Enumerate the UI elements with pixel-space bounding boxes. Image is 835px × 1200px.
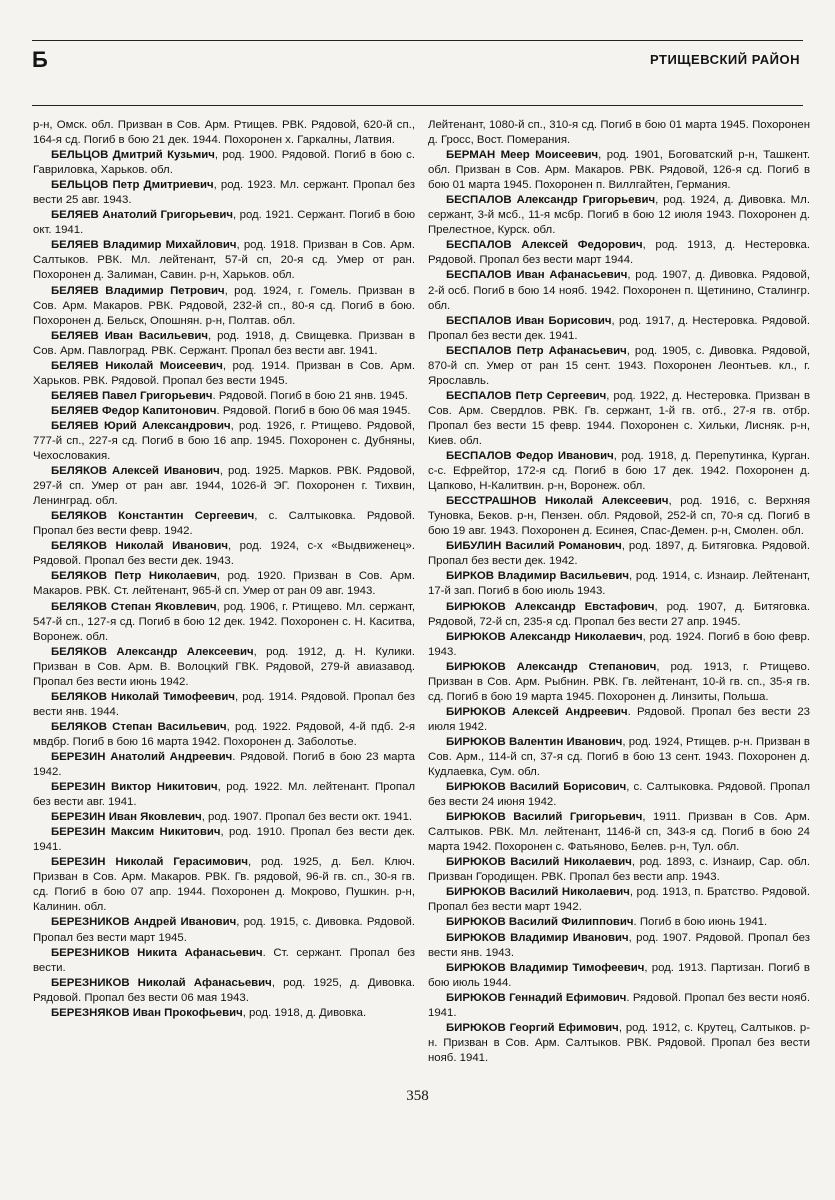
entry <box>428 193 810 238</box>
entry <box>33 855 415 915</box>
entry-text: , род. 1893, с. Изнаир, Сар. обл. Призван Городищен. РВК. Пропал без вести апр. 1943. <box>428 856 810 884</box>
entry-text: , род. 1924, с-х «Выдвиженец». Рядовой. Пропал без вести дек. 1943. <box>33 540 415 568</box>
entry-text: , род. 1914. Рядовой. Пропал без вести янв. 1944. <box>33 690 415 718</box>
top-rule <box>32 40 803 41</box>
entry-name: БИРЮКОВ Георгий Ефимович <box>446 1021 619 1034</box>
entry-text: . Рядовой. Пропал без вести нояб. 1941. <box>428 991 810 1019</box>
entry-text: , с. Салтыковка. Рядовой. Пропал без вести февр. 1942. <box>33 510 415 538</box>
entry <box>428 344 810 389</box>
entry-text: , род. 1923. Мл. сержант. Пропал без вести 25 авг. 1943. <box>33 179 415 207</box>
entry-text: , род. 1925, д. Дивовка. Рядовой. Пропал без вести 06 мая 1943. <box>33 976 415 1004</box>
header-region-title: РТИЩЕВСКИЙ РАЙОН <box>650 52 800 67</box>
entry-name: БЕЛЯКОВ Алексей Иванович <box>51 465 220 478</box>
entry <box>428 885 810 915</box>
entry-text: . Рядовой. Погиб в бою 06 мая 1945. <box>216 404 411 417</box>
entry <box>428 569 810 599</box>
entry-name: БЕЛЯКОВ Николай Тимофеевич <box>51 690 235 703</box>
entry-text: . Ст. сержант. Пропал без вести. <box>33 946 416 974</box>
entry <box>33 359 415 389</box>
entry-text: . Погиб в бою июнь 1941. <box>633 916 768 929</box>
entry-text: , род. 1914. Призван в Сов. Арм. Харьков. РВК. Рядовой. Пропал без вести 1945. <box>33 359 415 387</box>
entry-text: , род. 1915, с. Дивовка. Рядовой. Пропал без вести март 1945. <box>33 916 415 944</box>
entry <box>33 284 415 329</box>
entry-text: , род. 1918. Призван в Сов. Арм. Салтыков. РВК. Мл. лейтенант, 57-й сп, 20-я сд. Умер от ран. Похоронен д. Залиман, Савин. р-н, Харьков. обл. <box>33 239 415 282</box>
entry-text: , род. 1924. Погиб в бою февр. 1943. <box>428 630 810 658</box>
entry <box>33 208 415 238</box>
entry-name: БИРЮКОВ Александр Николаевич <box>446 630 643 643</box>
entry-name: БИРЮКОВ Василий Филиппович <box>446 916 634 929</box>
entry-text: . Рядовой. Погиб в бою 23 марта 1942. <box>33 750 415 779</box>
page-number: 358 <box>406 1088 429 1104</box>
entry-text: , род. 1906, г. Ртищево. Мл. сержант, 547-й сп., 127-я сд. Погиб в бою 12 дек. 1942. Похоронен с. Н. Каситва, Воронеж. обл. <box>33 600 415 643</box>
entry-text: , род. 1925. Марков. РВК. Рядовой, 297-й сп. Умер от ран авг. 1944, 1026-й ЭГ. Похоронен г. Тихвин, Ленинград. обл. <box>33 465 416 508</box>
entry-name: БЕЛЯЕВ Анатолий Григорьевич <box>51 209 233 222</box>
entry-text: , род. 1910. Пропал без вести дек. 1941. <box>33 826 415 854</box>
entry <box>428 118 810 148</box>
entry-name: БЕРМАН Меер Моисеевич <box>446 149 599 162</box>
header-letter: Б <box>32 47 48 72</box>
entry-name: БЕРЕЗНИКОВ Андрей Иванович <box>51 916 237 929</box>
entry <box>428 931 810 961</box>
entry <box>428 238 810 268</box>
entry-name: БИБУЛИН Василий Романович <box>446 540 622 553</box>
entry <box>428 268 810 313</box>
entry-text: , род. 1913, п. Братство. Рядовой. Пропал без вести март 1942. <box>428 886 811 914</box>
entry-text: , род. 1920. Призван в Сов. Арм. Макаров. РВК. Ст. лейтенант, 965-й сп. Умер от ран 09 авг. 1943. <box>33 570 415 598</box>
entry-name: БИРЮКОВ Валентин Иванович <box>446 735 623 748</box>
entry-text: , род. 1907. Пропал без вести окт. 1941. <box>201 811 413 824</box>
entry-text: , род. 1912, д. Н. Кулики. Призван в Сов. Арм. В. Волоцкий ГВК. Рядовой, 279-й авиазавод. Пропал без вести июнь 1942. <box>33 645 415 688</box>
entry <box>33 810 415 825</box>
entry-text: Лейтенант, 1080-й сп., 310-я сд. Погиб в бою 01 марта 1945. Похоронен д. Гросс, Вост. Померания. <box>428 119 810 147</box>
entry-name: БЕРЕЗИН Иван Яковлевич <box>51 811 202 824</box>
entry-text: , род. 1922. Мл. лейтенант. Пропал без вести авг. 1941. <box>33 781 415 809</box>
entry-name: БЕСПАЛОВ Иван Борисович <box>446 314 612 327</box>
entry-name: БЕРЕЗИН Анатолий Андреевич <box>51 750 233 763</box>
entry-name: БЕЛЯЕВ Владимир Петрович <box>51 284 225 297</box>
entry-name: БИРЮКОВ Владимир Иванович <box>446 931 629 944</box>
entry-text: , род. 1918, д. Дивовка. <box>242 1006 367 1019</box>
entry <box>33 976 415 1006</box>
entry <box>33 600 415 645</box>
entry <box>428 991 810 1021</box>
entry <box>33 690 415 720</box>
entry-name: БЕЛЯЕВ Юрий Александрович <box>51 419 231 432</box>
entry-name: БЕСПАЛОВ Петр Сергеевич <box>446 389 607 402</box>
left-column <box>33 118 415 1021</box>
entry <box>33 118 415 148</box>
entry-text: , род. 1907, д. Битяговка. Рядовой, 72-й сп, 235-я сд. Пропал без вести 27 апр. 1945. <box>428 600 810 628</box>
entry-name: БИРЮКОВ Василий Николаевич <box>446 886 630 899</box>
entry <box>33 238 415 283</box>
entry-name: БЕСПАЛОВ Петр Афанасьевич <box>446 344 627 357</box>
entry-name: БЕЛЯКОВ Александр Алексеевич <box>51 645 254 658</box>
entry <box>428 855 810 885</box>
entry <box>428 780 810 810</box>
entry <box>428 660 810 705</box>
entry-name: БЕЛЯЕВ Федор Капитонович <box>51 404 217 417</box>
entry-text: , род. 1900. Рядовой. Погиб в бою с. Гавриловка, Харьков. обл. <box>33 149 415 177</box>
entry <box>33 419 415 464</box>
entry <box>33 178 415 208</box>
entry <box>33 389 415 404</box>
entry-name: БЕРЕЗНИКОВ Никита Афанасьевич <box>51 946 263 959</box>
entry <box>428 539 810 569</box>
entry-text: , род. 1924, д. Дивовка. Мл. сержант, 3-й мсб., 11-я мсбр. Погиб в бою 12 июля 1943. Похоронен д. Прелестное, Курск. обл. <box>428 194 810 237</box>
entry-name: БЕСПАЛОВ Алексей Федорович <box>446 239 643 252</box>
entry <box>428 630 810 660</box>
entry-name: БЕЛЬЦОВ Дмитрий Кузьмич <box>51 149 215 162</box>
entry-text: , род. 1905, с. Дивовка. Рядовой, 870-й сп. Умер от ран 15 сент. 1943. Похоронен Леонтьев. кл., г. Ярославль. <box>428 344 811 387</box>
entry <box>33 780 415 810</box>
entry <box>33 1006 415 1021</box>
entry-text: , род. 1926, г. Ртищево. Рядовой, 777-й сп., 227-я сд. Погиб в бою 16 апр. 1945. Похоронен с. Дубняны, Чехословакия. <box>33 419 416 463</box>
entry-text: , род. 1913, д. Нестеровка. Рядовой. Пропал без вести март 1944. <box>428 239 810 267</box>
entry <box>428 600 810 630</box>
entry <box>33 539 415 569</box>
entry-text: р-н, Омск. обл. Призван в Сов. Арм. Ртищев. РВК. Рядовой, 620-й сп., 164-я сд. Погиб в бою 21 дек. 1944. Похоронен х. Гаркалны, Латвия. <box>33 119 415 147</box>
entry-name: БЕСПАЛОВ Федор Иванович <box>446 450 614 463</box>
entry-text: , 1911. Призван в Сов. Арм. Салтыков. РВК. Мл. лейтенант, 1146-й сп, 343-я сд. Погиб в бою 24 марта 1942. Похоронен с. Фатьяново, Белев. р-н, Тул. обл. <box>428 811 810 854</box>
entry <box>428 314 810 344</box>
entry <box>33 645 415 690</box>
entry-name: БЕРЕЗНИКОВ Николай Афанасьевич <box>51 976 272 989</box>
entry-name: БЕЛЯКОВ Петр Николаевич <box>51 570 217 583</box>
entry-name: БИРЮКОВ Александр Евстафович <box>446 600 655 613</box>
entry <box>428 494 810 539</box>
entry-text: , род. 1924, Ртищев. р-н. Призван в Сов. Арм., 114-й сп, 37-я сд. Погиб в бою 13 сент. 1943. Похоронен д. Кудлаевка, Сум. обл. <box>428 735 810 779</box>
entry-name: БЕРЕЗИН Виктор Никитович <box>51 781 218 794</box>
entry-name: БЕЛЯКОВ Николай Иванович <box>51 540 228 553</box>
entry-text: , род. 1914, с. Изнаир. Лейтенант, 17-й зап. Погиб в бою июль 1943. <box>428 570 810 598</box>
header-rule <box>32 105 803 106</box>
entry-text: , род. 1916, с. Верхняя Туновка, Беков. р-н, Пензен. обл. Рядовой, 252-й сп, 70-я сд. Погиб в бою 19 авг. 1943. Похоронен д. Есинея, Спас-Демен. р-н, Смолен. обл. <box>428 495 810 538</box>
entry-text: , род. 1924, г. Гомель. Призван в Сов. Арм. Макаров. РВК. Рядовой, 232-й сп., 80-я сд. Погиб в бою. Похоронен д. Бельск, Опошнян. р-н, Полтав. обл. <box>33 284 415 327</box>
entry <box>33 750 415 780</box>
entry-name: БЕРЕЗИН Максим Никитович <box>51 826 221 839</box>
entry <box>33 915 415 945</box>
entry-name: БИРЮКОВ Василий Николаевич <box>446 856 632 869</box>
entry <box>428 810 810 855</box>
entry-name: БИРЮКОВ Владимир Тимофеевич <box>446 961 645 974</box>
entry-name: БИРЮКОВ Александр Степанович <box>446 660 657 673</box>
entry-text: . Рядовой. Пропал без вести 23 июля 1942. <box>428 705 810 733</box>
entry <box>33 569 415 599</box>
entry <box>428 389 810 449</box>
entry <box>33 148 415 178</box>
entry-name: БЕЛЯЕВ Иван Васильевич <box>51 329 208 342</box>
entry <box>428 961 810 991</box>
entry-text: , с. Салтыковка. Рядовой. Пропал без вести 24 июня 1942. <box>428 781 810 809</box>
entry <box>428 735 810 780</box>
entry-name: БЕЛЯЕВ Павел Григорьевич <box>51 389 213 402</box>
entry-text: , род. 1913, г. Ртищево. Призван в Сов. Арм. Рыбнин. РВК. Гв. лейтенант, 10-й гв. сп., 35-я гв. сд. Погиб в бою 19 марта 1945. Похоронен д. Линзиты, Польша. <box>428 660 810 703</box>
entry-name: БИРЮКОВ Геннадий Ефимович <box>446 991 627 1004</box>
entry-name: БЕЛЯКОВ Степан Яковлевич <box>51 600 217 613</box>
entry-name: БЕССТРАШНОВ Николай Алексеевич <box>446 495 669 508</box>
entry <box>428 148 810 193</box>
entry-text: , род. 1925, д. Бел. Ключ. Призван в Сов. Арм. Макаров. РВК. Гв. рядовой, 96-й гв. сп., 30-я гв. сд. Погиб в бою 07 апр. 1944. Похоронен д. Мокрово, Пушкин. р-н, Калинин. обл. <box>33 856 415 914</box>
entry-text: . Рядовой. Погиб в бою 21 янв. 1945. <box>212 389 408 402</box>
entry-text: , род. 1907, д. Дивовка. Рядовой, 2-й осб. Погиб в бою 14 нояб. 1942. Похоронен п. Щетинино, Сталингр. обл. <box>428 269 810 312</box>
entry-name: БЕСПАЛОВ Иван Афанасьевич <box>446 269 628 282</box>
entry-text: , род. 1922, д. Нестеровка. Призван в Сов. Арм. Свердлов. РВК. Гв. сержант, 1-й гв. отб., 27-я гв. отбр. Пропал без вести 15 февр. 1944. Похоронен с. Хильки, Лисняк. р-н, Киев. обл. <box>428 389 810 447</box>
entry-text: , род. 1917, д. Нестеровка. Рядовой. Пропал без вести дек. 1941. <box>428 314 810 342</box>
entry-name: БЕРЕЗНЯКОВ Иван Прокофьевич <box>51 1006 243 1019</box>
entry-name: БЕЛЯЕВ Владимир Михайлович <box>51 239 237 252</box>
entry-name: БЕСПАЛОВ Александр Григорьевич <box>446 194 656 207</box>
entry-text: , род. 1901, Боговатский р-н, Ташкент. обл. Призван в Сов. Арм. Макаров. РВК. Рядовой, 126-я сд. Погиб в бою 01 марта 1945. Похоронен п. Виллгайтен, Германия. <box>428 149 810 192</box>
entry-name: БЕРЕЗИН Николай Герасимович <box>51 856 248 869</box>
entry-name: БЕЛЯКОВ Степан Васильевич <box>51 720 227 733</box>
entry <box>428 705 810 735</box>
entry-name: БИРЮКОВ Василий Борисович <box>446 781 627 794</box>
entry-name: БЕЛЯЕВ Николай Моисеевич <box>51 359 223 372</box>
entry-text: , род. 1921. Сержант. Погиб в бою окт. 1941. <box>33 209 415 237</box>
entry-name: БИРЮКОВ Алексей Андреевич <box>446 705 628 718</box>
entry-text: , род. 1922. Рядовой, 4-й пдб. 2-я мвдбр. Погиб в бою 16 марта 1942. Похоронен д. Заболотье. <box>33 720 415 748</box>
entry <box>33 720 415 750</box>
entry-text: , род. 1918, д. Перепутинка, Курган. с-с. Ефрейтор, 172-я сд. Погиб в бою 17 дек. 1942. Похоронен д. Цапково, Н-Калитвин. р-н, Воронеж. обл. <box>428 450 810 493</box>
entry-text: , род. 1912, с. Крутец, Салтыков. р-н. Призван в Сов. Арм. Салтыков. РВК. Рядовой. Пропал без вести нояб. 1941. <box>428 1021 810 1064</box>
entry <box>33 329 415 359</box>
entry-name: БЕЛЬЦОВ Петр Дмитриевич <box>51 179 214 192</box>
entry-text: , род. 1913. Партизан. Погиб в бою июль 1944. <box>428 961 810 989</box>
entry-text: , род. 1907. Рядовой. Пропал без вести янв. 1943. <box>428 931 810 959</box>
right-column <box>428 118 810 1066</box>
entry <box>33 509 415 539</box>
entry-text: , род. 1897, д. Битяговка. Рядовой. Пропал без вести дек. 1942. <box>428 540 810 568</box>
entry <box>428 915 810 930</box>
entry-name: БИРЮКОВ Василий Григорьевич <box>446 811 643 824</box>
entry <box>33 946 415 976</box>
entry <box>33 404 415 419</box>
entry-text: , род. 1918, д. Свищевка. Призван в Сов. Арм. Павлоград. РВК. Сержант. Пропал без вести авг. 1941. <box>33 329 415 357</box>
entry <box>428 449 810 494</box>
entry <box>33 825 415 855</box>
entry <box>428 1021 810 1066</box>
entry-name: БЕЛЯКОВ Константин Сергеевич <box>51 510 255 523</box>
entry <box>33 464 415 509</box>
entry-name: БИРКОВ Владимир Васильевич <box>446 570 629 583</box>
